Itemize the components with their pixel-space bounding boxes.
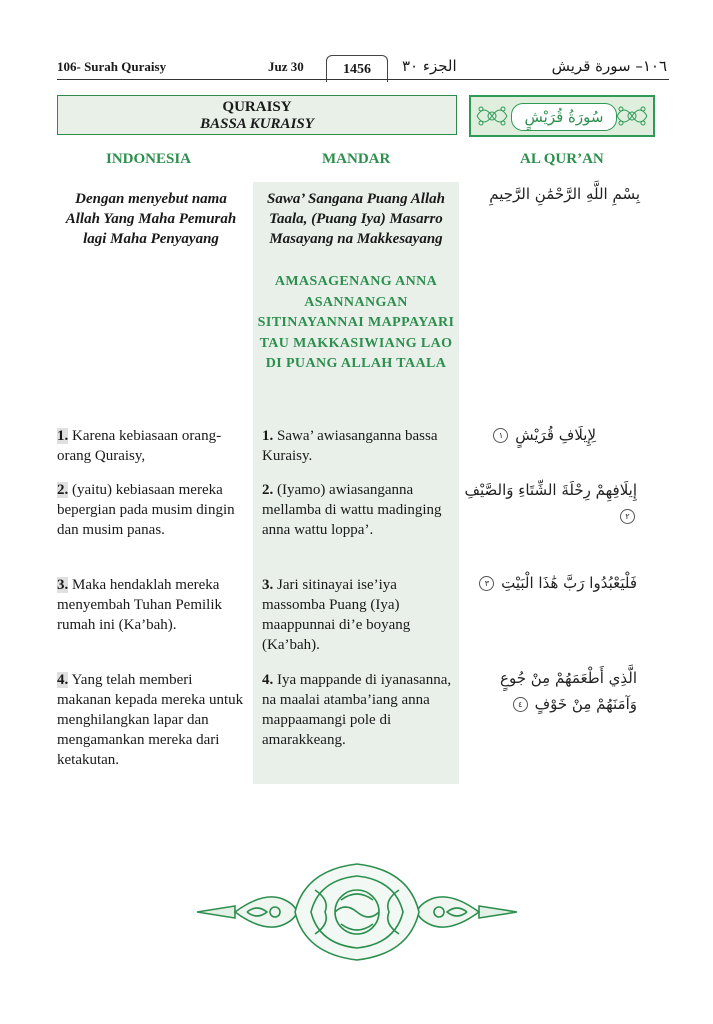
verse-2-mandar: [262, 480, 452, 540]
basmala-indonesia: Dengan menyebut nama Allah Yang Maha Pemurah lagi Maha Penyayang: [65, 191, 237, 247]
mandar-heading: AMASAGENANG ANNA ASANNANGAN SITINAYANNAI MAPPAYARI TAU MAKKASIWIANG LAO DI PUANG ALLAH TAALA: [257, 274, 455, 371]
verse-3-indonesia: [57, 575, 245, 635]
page-number: 1456: [326, 55, 388, 82]
verse-number: 4.: [57, 672, 69, 688]
verse-number: 2.: [57, 482, 69, 498]
column-heading-indonesia: INDONESIA: [106, 151, 192, 167]
ayah-number-icon: ١: [493, 428, 508, 443]
verse-text: Karena kebiasaan orang-orang Quraisy,: [57, 428, 222, 464]
verse-1-arabic: [470, 422, 596, 448]
column-heading-mandar: MANDAR: [322, 151, 391, 167]
arabic-surah-label: ١٠٦– سورة قريش: [551, 57, 667, 75]
verse-1-indonesia: [57, 426, 245, 466]
juz-label: Juz 30: [268, 59, 304, 74]
ornament-pattern-icon: [615, 101, 649, 131]
surah-title: QURAISY: [222, 99, 292, 115]
verse-4-arabic: [470, 665, 637, 717]
verse-3-mandar: [262, 575, 452, 655]
verse-text: (yaitu) kebiasaan mereka bepergian pada musim dingin dan musim panas.: [57, 482, 235, 538]
surah-label: 106- Surah Quraisy: [57, 59, 167, 74]
verse-arabic-text: الَّذِي أَطْعَمَهُمْ مِنْ جُوعٍ وَآمَنَهُمْ مِنْ خَوْفٍ: [500, 669, 637, 713]
verse-text: Iya mappande di iyanasanna, na maalai atamba’iang anna mappaamangi pole di amarakkeang.: [262, 672, 452, 748]
verse-number: 3.: [262, 577, 274, 593]
arabic-juz-label: الجزء ٣٠: [402, 57, 457, 75]
verse-arabic-text: إِيلَافِهِمْ رِحْلَةَ الشِّتَاءِ وَالصَّيْفِ: [464, 481, 637, 499]
basmala-mandar: Sawa’ Sangana Puang Allah Taala, (Puang Iya) Masarro Masayang na Makkesayang: [267, 191, 445, 247]
verse-text: Maka hendaklah mereka menyembah Tuhan Pemilik rumah ini (Ka’bah).: [57, 577, 222, 633]
verse-number: 2.: [262, 482, 274, 498]
verse-number: 4.: [262, 672, 274, 688]
verse-text: (Iyamo) awiasanganna mellamba di wattu madinging anna wattu loppa’.: [262, 482, 442, 538]
verse-number: 1.: [262, 428, 274, 444]
verse-4-indonesia: [57, 670, 245, 770]
column-heading-quran: AL QUR’AN: [520, 151, 604, 167]
verse-number: 1.: [57, 428, 69, 444]
surah-banner: [469, 95, 655, 137]
verse-text: Sawa’ awiasanganna bassa Kuraisy.: [262, 428, 438, 464]
verse-text: Yang telah memberi makanan kepada mereka untuk menghilangkan lapar dan mengamankan mereka dari ketakutan.: [57, 672, 244, 768]
verse-4-mandar: [262, 670, 452, 750]
verse-arabic-text: فَلْيَعْبُدُوا رَبَّ هَٰذَا الْبَيْتِ: [501, 574, 637, 592]
banner-arabic-title: سُورَةُ قُرَيْشٍ: [511, 103, 617, 131]
ayah-number-icon: ٣: [479, 576, 494, 591]
header-divider: [57, 79, 669, 80]
verse-number: 3.: [57, 577, 69, 593]
verse-2-arabic: [462, 477, 637, 529]
verse-arabic-text: لِإِيلَافِ قُرَيْشٍ: [515, 426, 596, 444]
surah-title-box: [57, 95, 457, 135]
verse-text: Jari sitinayai ise’iya massomba Puang (Iya) maappunnai di’e boyang (Ka’bah).: [262, 577, 411, 653]
verse-3-arabic: [470, 570, 637, 596]
ayah-number-icon: ٢: [620, 509, 635, 524]
verse-2-indonesia: [57, 480, 245, 540]
verse-1-mandar: [262, 426, 452, 466]
ayah-number-icon: ٤: [513, 697, 528, 712]
closing-ornament-icon: [195, 860, 519, 964]
basmala-arabic: بِسْمِ اللَّهِ الرَّحْمَٰنِ الرَّحِيمِ: [489, 185, 640, 203]
surah-subtitle: BASSA KURAISY: [200, 116, 314, 132]
ornament-pattern-icon: [475, 101, 509, 131]
